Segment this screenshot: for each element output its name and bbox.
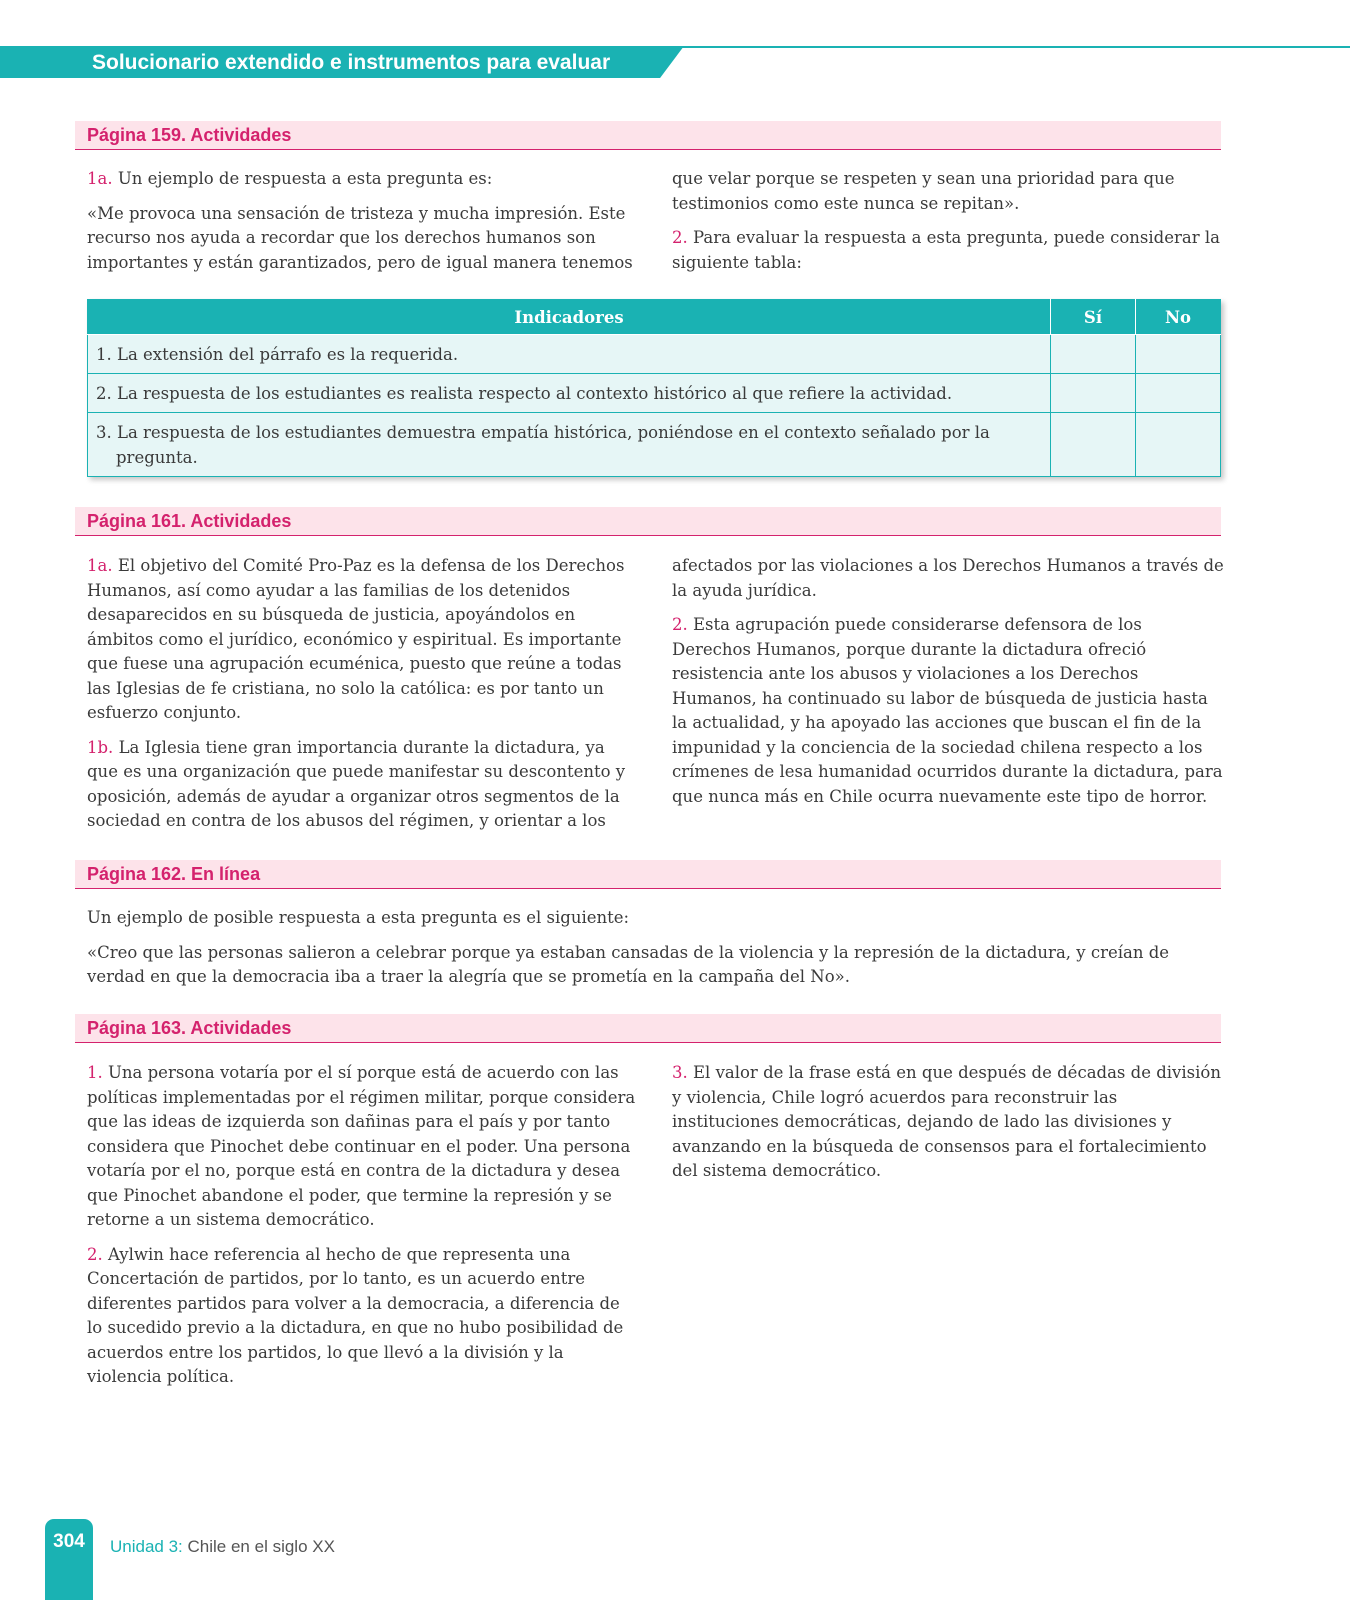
- sec163-right-column: [672, 1061, 1224, 1194]
- answer-number: 1a.: [87, 556, 113, 575]
- page-header-title: Solucionario extendido e instrumentos para evaluar: [92, 51, 611, 74]
- answer-1a-159: [87, 167, 639, 192]
- answer-1a-161: [87, 554, 639, 726]
- section-heading-159-text: Página 159. Actividades: [87, 125, 292, 145]
- section-heading-162: [75, 860, 1221, 889]
- sec163-left-column: [87, 1061, 639, 1400]
- answer-number: 3.: [672, 1063, 688, 1082]
- section-heading-163-text: Página 163. Actividades: [87, 1018, 292, 1038]
- table-cell-indicator: [88, 335, 1051, 374]
- footer-unit-label: Unidad 3:: [110, 1537, 183, 1556]
- indicator-text: 3. La respuesta de los estudiantes demuestra empatía histórica, poniéndose en el contexto señalado por la pregunta.: [96, 423, 990, 467]
- table-header-si: Sí: [1051, 300, 1136, 335]
- checkbox-cell-no[interactable]: [1136, 374, 1221, 413]
- sec162-body: [87, 906, 1227, 1000]
- answer-3-163: [672, 1061, 1224, 1184]
- answer-text: La Iglesia tiene gran importancia durante la dictadura, ya que es una organización que puede manifestar su descontento y oposición, además de ayudar a organizar otros segmentos de la sociedad en contra de los abusos del régimen, y orientar a los: [87, 737, 626, 830]
- answer-text: Esta agrupación puede considerarse defensora de los Derechos Humanos, porque durante la dictadura ofreció resistencia ante los abusos y violaciones a los Derechos Humanos, ha continuado su labor de búsqueda de justicia hasta la actualidad, y ha apoyado las acciones que buscan el fin de la impunidad y la conciencia de la sociedad chilena respecto a los crímenes de lesa humanidad ocurridos durante la dictadura, para que nunca más en Chile ocurra nuevamente este tipo de horror.: [672, 615, 1223, 806]
- quote-159-right: que velar porque se respeten y sean una prioridad para que testimonios como este nunca se repitan».: [672, 169, 1175, 213]
- checkbox-cell-si[interactable]: [1051, 374, 1136, 413]
- table-header-indicadores: Indicadores: [88, 300, 1051, 335]
- answer-2-163: [87, 1243, 639, 1390]
- answer-number: 2.: [672, 228, 688, 247]
- page-number: 304: [53, 1531, 85, 1552]
- answer-number: 1b.: [87, 737, 114, 757]
- table-row: [88, 374, 1221, 413]
- answer-number: 2.: [87, 1244, 103, 1264]
- table-row: [88, 335, 1221, 374]
- answer-1-163: [87, 1061, 639, 1233]
- section-heading-159: [75, 121, 1221, 150]
- footer-unit-title: Chile en el siglo XX: [187, 1537, 335, 1556]
- answer-2-161: [672, 613, 1224, 809]
- table-header-no: No: [1136, 300, 1221, 335]
- checkbox-cell-no[interactable]: [1136, 335, 1221, 374]
- section-heading-161-text: Página 161. Actividades: [87, 511, 292, 531]
- answer-text: Una persona votaría por el sí porque está de acuerdo con las políticas implementadas por el régimen militar, porque considera que las ideas de izquierda son dañinas para el país y por tanto considera que Pinochet debe continuar en el poder. Una persona votaría por el no, porque está en contra de la dictadura y desea que Pinochet abandone el poder, que termine la represión y se retorne a un sistema democrático.: [87, 1063, 636, 1229]
- checkbox-cell-no[interactable]: [1136, 413, 1221, 477]
- table-row: [88, 413, 1221, 477]
- section-heading-163: [75, 1014, 1221, 1043]
- answer-text: El valor de la frase está en que después de décadas de división y violencia, Chile logró acuerdos para reconstruir las instituciones democráticas, dejando de lado las divisiones y avanzando en la búsqueda de consensos para el fortalecimiento del sistema democrático.: [672, 1063, 1221, 1180]
- answer-text: Aylwin hace referencia al hecho de que representa una Concertación de partidos, por lo tanto, es un acuerdo entre diferentes partidos para volver a la democracia, a diferencia de lo sucedido previo a la dictadura, en que no hubo posibilidad de acuerdos entre los partidos, lo que llevó a la división y la violencia política.: [87, 1244, 624, 1386]
- sec161-right-column: [672, 554, 1224, 819]
- table-cell-indicator: [88, 374, 1051, 413]
- indicators-table: [87, 299, 1221, 477]
- footer-unit: [110, 1537, 335, 1557]
- indicator-text: 1. La extensión del párrafo es la requerida.: [96, 345, 459, 364]
- answer-2-159: [672, 226, 1224, 275]
- answer-1b-161-continued: afectados por las violaciones a los Derechos Humanos a través de la ayuda jurídica.: [672, 556, 1224, 600]
- section-heading-162-text: Página 162. En línea: [87, 864, 261, 884]
- sec161-left-column: [87, 554, 639, 844]
- quote-159-left: «Me provoca una sensación de tristeza y mucha impresión. Este recurso nos ayuda a recordar que los derechos humanos son importantes y están garantizados, pero de igual manera tenemos: [87, 203, 633, 272]
- checkbox-cell-si[interactable]: [1051, 335, 1136, 374]
- indicator-text: 2. La respuesta de los estudiantes es realista respecto al contexto histórico al que refiere la actividad.: [96, 384, 953, 403]
- sec159-right-column: [672, 167, 1224, 285]
- answer-text: Un ejemplo de respuesta a esta pregunta es:: [117, 169, 493, 188]
- answer-1b-161: [87, 736, 639, 834]
- checkbox-cell-si[interactable]: [1051, 413, 1136, 477]
- quote-162: «Creo que las personas salieron a celebrar porque ya estaban cansadas de la violencia y la represión de la dictadura, y creían de verdad en que la democracia iba a traer la alegría que se prometía en la campaña del No».: [87, 942, 1170, 986]
- intro-162: Un ejemplo de posible respuesta a esta pregunta es el siguiente:: [87, 908, 630, 927]
- sec159-left-column: [87, 167, 639, 285]
- section-heading-161: [75, 507, 1221, 536]
- answer-text: Para evaluar la respuesta a esta pregunta, puede considerar la siguiente tabla:: [672, 228, 1220, 272]
- table-cell-indicator: [88, 413, 1051, 477]
- table-header-row: [88, 300, 1221, 335]
- answer-number: 1.: [87, 1063, 103, 1082]
- answer-number: 2.: [672, 615, 688, 634]
- answer-text: El objetivo del Comité Pro-Paz es la defensa de los Derechos Humanos, así como ayudar a las familias de los detenidos desaparecidos en su búsqueda de justicia, apoyándolos en ámbitos como el jurídico, económico y espiritual. Es importante que fuese una agrupación ecuménica, puesto que reúne a todas las Iglesias de fe cristiana, no solo la católica: es por tanto un esfuerzo conjunto.: [87, 556, 625, 722]
- answer-number: 1a.: [87, 169, 113, 188]
